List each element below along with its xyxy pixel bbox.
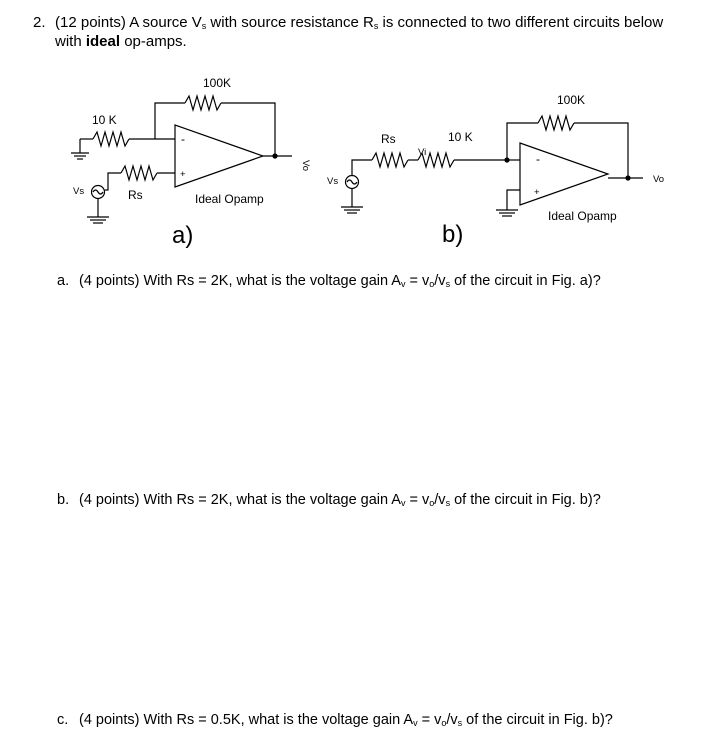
label-vi-b: Vi [418, 147, 427, 158]
figure-label-a: a) [172, 222, 194, 249]
resistor-rs-b [372, 153, 408, 167]
resistor-100k-a [185, 96, 221, 110]
minus-b: - [536, 152, 540, 166]
label-vs-b: Vs [327, 176, 339, 187]
opamp-a-body [175, 125, 263, 187]
resistor-rs-a [121, 166, 157, 180]
label-opamp-b: Ideal Opamp [548, 209, 617, 223]
label-vo-b: Vo [653, 174, 665, 185]
label-100k-a: 100K [203, 76, 232, 90]
plus-b: + [534, 187, 540, 198]
label-rs-b: Rs [381, 132, 396, 146]
label-rs-a: Rs [128, 188, 143, 202]
label-vs-a: Vs [73, 186, 85, 197]
subquestion-a: a. (4 points) With Rs = 2K, what is the voltage gain $A_v = v_o/v_s$ of the circuit in Fig. a)? [57, 273, 601, 289]
subquestion-b: b. (4 points) With Rs = 2K, what is the voltage gain $A_v = v_o/v_s$ of the circuit in Fig. b)? [57, 492, 601, 508]
label-100k-b: 100K [557, 93, 586, 107]
question-text-line2: with ideal op-amps. [55, 33, 187, 50]
plus-a: + [180, 169, 186, 180]
label-10k-b: 10 K [448, 130, 473, 144]
resistor-10k-a [93, 132, 129, 146]
question-number: 2. [33, 14, 46, 31]
label-10k-a: 10 K [92, 113, 117, 127]
label-vo-a: Vo [300, 160, 311, 172]
figure-label-b: b) [442, 221, 464, 248]
question-text-line1: (12 points) A source $V_s$ with source resistance $R_s$ is connected to two different circuits below [55, 14, 664, 31]
minus-a: - [181, 132, 185, 146]
resistor-100k-b [538, 116, 574, 130]
label-opamp-a: Ideal Opamp [195, 192, 264, 206]
subquestion-c: c. (4 points) With Rs = 0.5K, what is the voltage gain $A_v = v_o/v_s$ of the circuit in Fig. b)? [57, 712, 613, 728]
